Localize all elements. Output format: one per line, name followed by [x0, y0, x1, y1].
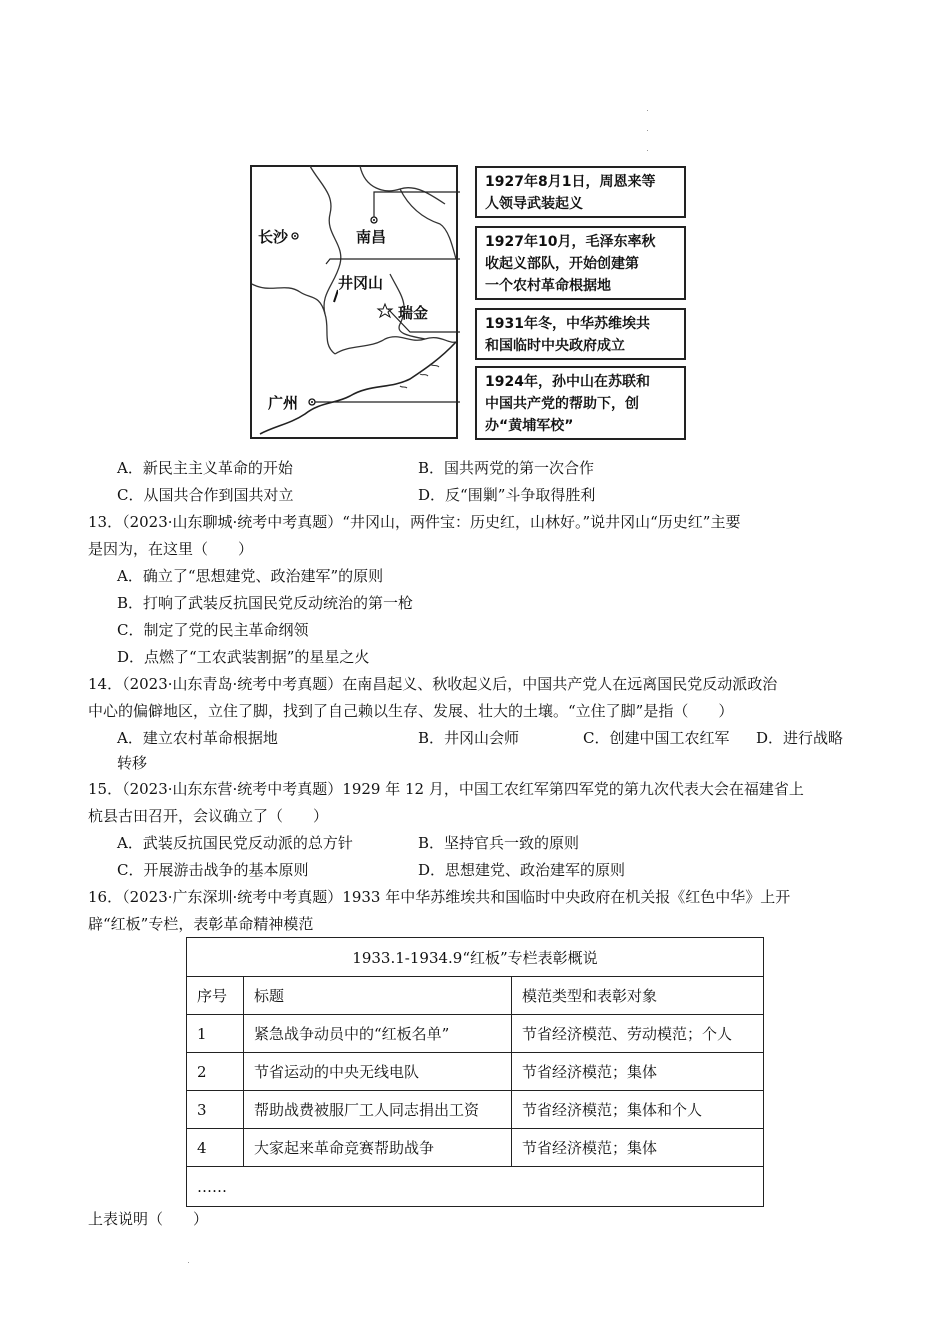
province-border: [360, 166, 445, 204]
callout-line: 中国共产党的帮助下，创: [485, 396, 639, 412]
table-row: [187, 1015, 764, 1053]
cell-model-type: 节省经济模范；集体: [512, 1053, 764, 1091]
callout-whampoa-academy: [475, 366, 686, 440]
table-row: [187, 1129, 764, 1167]
q14-stem-line1: 14．（2023·山东青岛·统考中考真题）在南昌起义、秋收起义后，中国共产党人在远离国民党反动派政治: [88, 675, 778, 693]
callout-jinggangshan-base: [475, 226, 686, 300]
header-model-type: 模范类型和表彰对象: [512, 977, 764, 1015]
coast-islands: [400, 364, 439, 388]
city-label-changsha: 长沙: [258, 228, 289, 246]
q14-option-d-continued: 转移: [117, 754, 148, 772]
q16-stem-line2: 辟“红板”专栏，表彰革命精神模范: [88, 915, 314, 933]
callout-nanchang-uprising: [475, 166, 686, 218]
header-title: 标题: [244, 977, 512, 1015]
province-border: [252, 284, 325, 314]
q12-option-a: A．新民主主义革命的开始: [117, 459, 293, 477]
callout-line: 办“黄埔军校”: [485, 418, 574, 434]
q15-option-a: A．武装反抗国民党反动派的总方针: [117, 834, 353, 852]
red-board-honor-table: [186, 937, 764, 1207]
historical-map-figure: [250, 164, 690, 440]
scan-speck: [647, 110, 648, 111]
q15-option-b: B．坚持官兵一致的原则: [418, 834, 580, 852]
q15-stem-line2: 杭县古田召开，会议确立了（ ）: [88, 807, 329, 825]
city-label-ruijin: 瑞金: [398, 304, 429, 322]
callout-line: 1931年冬，中华苏维埃共: [485, 316, 650, 332]
table-ellipsis-row: [187, 1167, 764, 1207]
q13-option-a: A．确立了“思想建党、政治建军”的原则: [117, 567, 384, 585]
q16-stem-after-table: 上表说明（ ）: [88, 1210, 209, 1228]
leader-line-nanchang: [374, 192, 460, 217]
scan-speck: [188, 1262, 189, 1263]
q13-option-d: D．点燃了“工农武装割据”的星星之火: [117, 648, 370, 666]
header-index: 序号: [187, 977, 244, 1015]
q13-option-c: C．制定了党的民主革命纲领: [117, 621, 309, 639]
table-caption: 1933.1-1934.9“红板”专栏表彰概说: [187, 938, 764, 977]
city-label-jinggangshan: 井冈山: [338, 274, 384, 292]
cell-model-type: 节省经济模范；集体: [512, 1129, 764, 1167]
q15-option-c: C．开展游击战争的基本原则: [117, 861, 309, 879]
q15-stem-line1: 15．（2023·山东东营·统考中考真题）1929 年 12 月，中国工农红军第四军党的第九次代表大会在福建省上: [88, 780, 804, 798]
cell-index: 4: [187, 1129, 244, 1167]
q12-option-b: B．国共两党的第一次合作: [418, 459, 595, 477]
callout-line: 1927年10月，毛泽东率秋: [485, 234, 656, 250]
leader-line-jinggangshan: [326, 259, 460, 264]
cell-index: 3: [187, 1091, 244, 1129]
callout-line: 收起义部队，开始创建第: [485, 256, 639, 272]
province-border: [310, 166, 341, 354]
q14-option-d: D．进行战略: [756, 729, 844, 747]
cell-title: 紧急战争动员中的“红板名单”: [244, 1015, 512, 1053]
cell-index: 1: [187, 1015, 244, 1053]
q16-stem-line1: 16．（2023·广东深圳·统考中考真题）1933 年中华苏维埃共和国临时中央政府在机关报《红色中华》上开: [88, 888, 791, 906]
callout-soviet-government: [475, 308, 686, 360]
cell-index: 2: [187, 1053, 244, 1091]
q12-option-d: D．反“围剿”斗争取得胜利: [418, 486, 596, 504]
table-ellipsis: ……: [187, 1167, 764, 1207]
table-header-row: [187, 977, 764, 1015]
callout-line: 和国临时中央政府成立: [485, 338, 625, 354]
scan-speck: [647, 130, 648, 131]
table-caption-row: [187, 938, 764, 977]
cell-title: 帮助战费被服厂工人同志捐出工资: [244, 1091, 512, 1129]
scan-speck: [647, 150, 648, 151]
q12-option-c: C．从国共合作到国共对立: [117, 486, 294, 504]
callout-line: 1927年8月1日，周恩来等: [485, 174, 656, 190]
q13-stem-line1: 13．（2023·山东聊城·统考中考真题）“井冈山，两件宝：历史红，山林好。”说井冈山“历史红”主要: [88, 513, 741, 531]
cell-title: 节省运动的中央无线电队: [244, 1053, 512, 1091]
q13-stem-line2: 是因为，在这里（ ）: [88, 540, 254, 558]
coastline: [260, 342, 456, 434]
callout-line: 1924年，孙中山在苏联和: [485, 374, 650, 390]
q14-option-a: A．建立农村革命根据地: [117, 729, 278, 747]
q14-stem-line2: 中心的偏僻地区，立住了脚，找到了自己赖以生存、发展、壮大的土壤。“立住了脚”是指（ ）: [88, 702, 734, 720]
cell-title: 大家起来革命竞赛帮助战争: [244, 1129, 512, 1167]
q14-option-c: C．创建中国工农红军: [583, 729, 730, 747]
province-border: [335, 337, 456, 354]
q14-option-b: B．井冈山会师: [418, 729, 520, 747]
table-row: [187, 1091, 764, 1129]
cell-model-type: 节省经济模范、劳动模范；个人: [512, 1015, 764, 1053]
callout-line: 人领导武装起义: [485, 196, 583, 212]
callout-line: 一个农村革命根据地: [485, 278, 611, 294]
cell-model-type: 节省经济模范；集体和个人: [512, 1091, 764, 1129]
city-label-nanchang: 南昌: [356, 228, 387, 246]
table-row: [187, 1053, 764, 1091]
q15-option-d: D．思想建党、政治建军的原则: [418, 861, 626, 879]
city-label-guangzhou: 广州: [268, 394, 299, 412]
province-border: [400, 189, 456, 259]
q13-option-b: B．打响了武装反抗国民党反动统治的第一枪: [117, 594, 414, 612]
